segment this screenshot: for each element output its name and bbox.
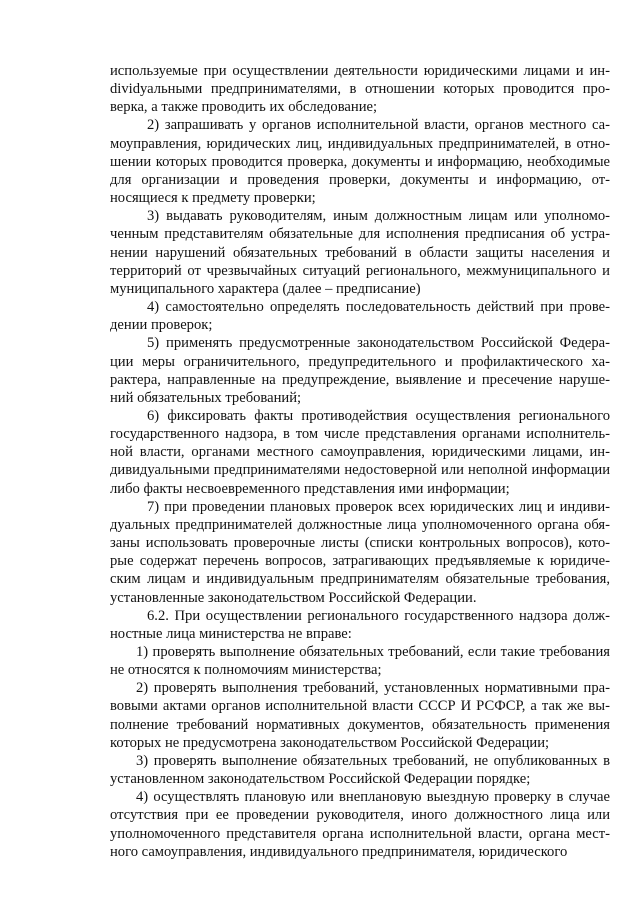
paragraph-prohibition-4: 4) осуществлять плановую или внеплановую выездную проверку в случае отсутствия при ее проведении руководителя, иного должностного лица или уполномоченного представителя органа исполнительной власти, органа местного самоуправления, индивидуального предпринимателя, юридического [110, 789, 610, 860]
paragraph-prohibition-3: 3) проверять выполнение обязательных требований, не опубликованных в установленном законодательством Российской Федерации порядке; [110, 752, 610, 788]
paragraph-item-7: 7) при проведении плановых проверок всех юридических лиц и индивидуальных предпринимателей должностные лица уполномоченного органа обязаны использовать проверочные листы (списки контрольных вопросов), которые содержат перечень вопросов, затрагивающих предъявляемые к юридическим лицам и индивидуальным предпринимателям обязательные требования, установленные законодательством Российской Федерации. [110, 498, 610, 606]
paragraph-item-6: 6) фиксировать факты противодействия осуществления регионального государственного надзора, в том числе представления органами исполнительной власти, органами местного самоуправления, юридическими лицами, индивидуальными предпринимателями недостоверной или неполной информации либо факты несвоевременного представления ими информации; [110, 407, 610, 497]
document-page [110, 62, 610, 861]
paragraph-prohibition-1: 1) проверять выполнение обязательных требований, если такие требования не относятся к полномочиям министерства; [110, 644, 610, 679]
paragraph-continuation: используемые при осуществлении деятельности юридическими лицами и инdividуальными предпринимателями, в отношении которых проводится проверка, а также проводить их обследование; [110, 63, 610, 116]
paragraph-item-5: 5) применять предусмотренные законодательством Российской Федерации меры ограничительного, предупредительного и профилактического характера, направленные на предупреждение, выявление и пресечение нарушений обязательных требований; [110, 335, 610, 406]
paragraph-item-2: 2) запрашивать у органов исполнительной власти, органов местного самоуправления, юридических лиц, индивидуальных предпринимателей, в отношении которых проводится проверка, документы и информацию, необходимые для организации и проведения проверки, документы и информацию, относящиеся к предмету проверки; [110, 117, 610, 207]
paragraph-item-3: 3) выдавать руководителям, иным должностным лицам или уполномоченным представителям обязательные для исполнения предписания об устранении нарушений обязательных требований в области защиты населения и территорий от чрезвычайных ситуаций регионального, межмуниципального и муниципального характера (далее – предписание) [110, 208, 610, 297]
paragraph-prohibition-2: 2) проверять выполнения требований, установленных нормативными правовыми актами органов исполнительной власти СССР И РСФСР, а так же выполнение требований нормативных документов, обязательность применения которых не предусмотрена законодательством Российской Федерации; [110, 680, 610, 751]
paragraph-section-6-2: 6.2. При осуществлении регионального государственного надзора должностные лица министерства не вправе: [110, 607, 610, 642]
paragraph-item-4: 4) самостоятельно определять последовательность действий при проведении проверок; [110, 299, 610, 334]
